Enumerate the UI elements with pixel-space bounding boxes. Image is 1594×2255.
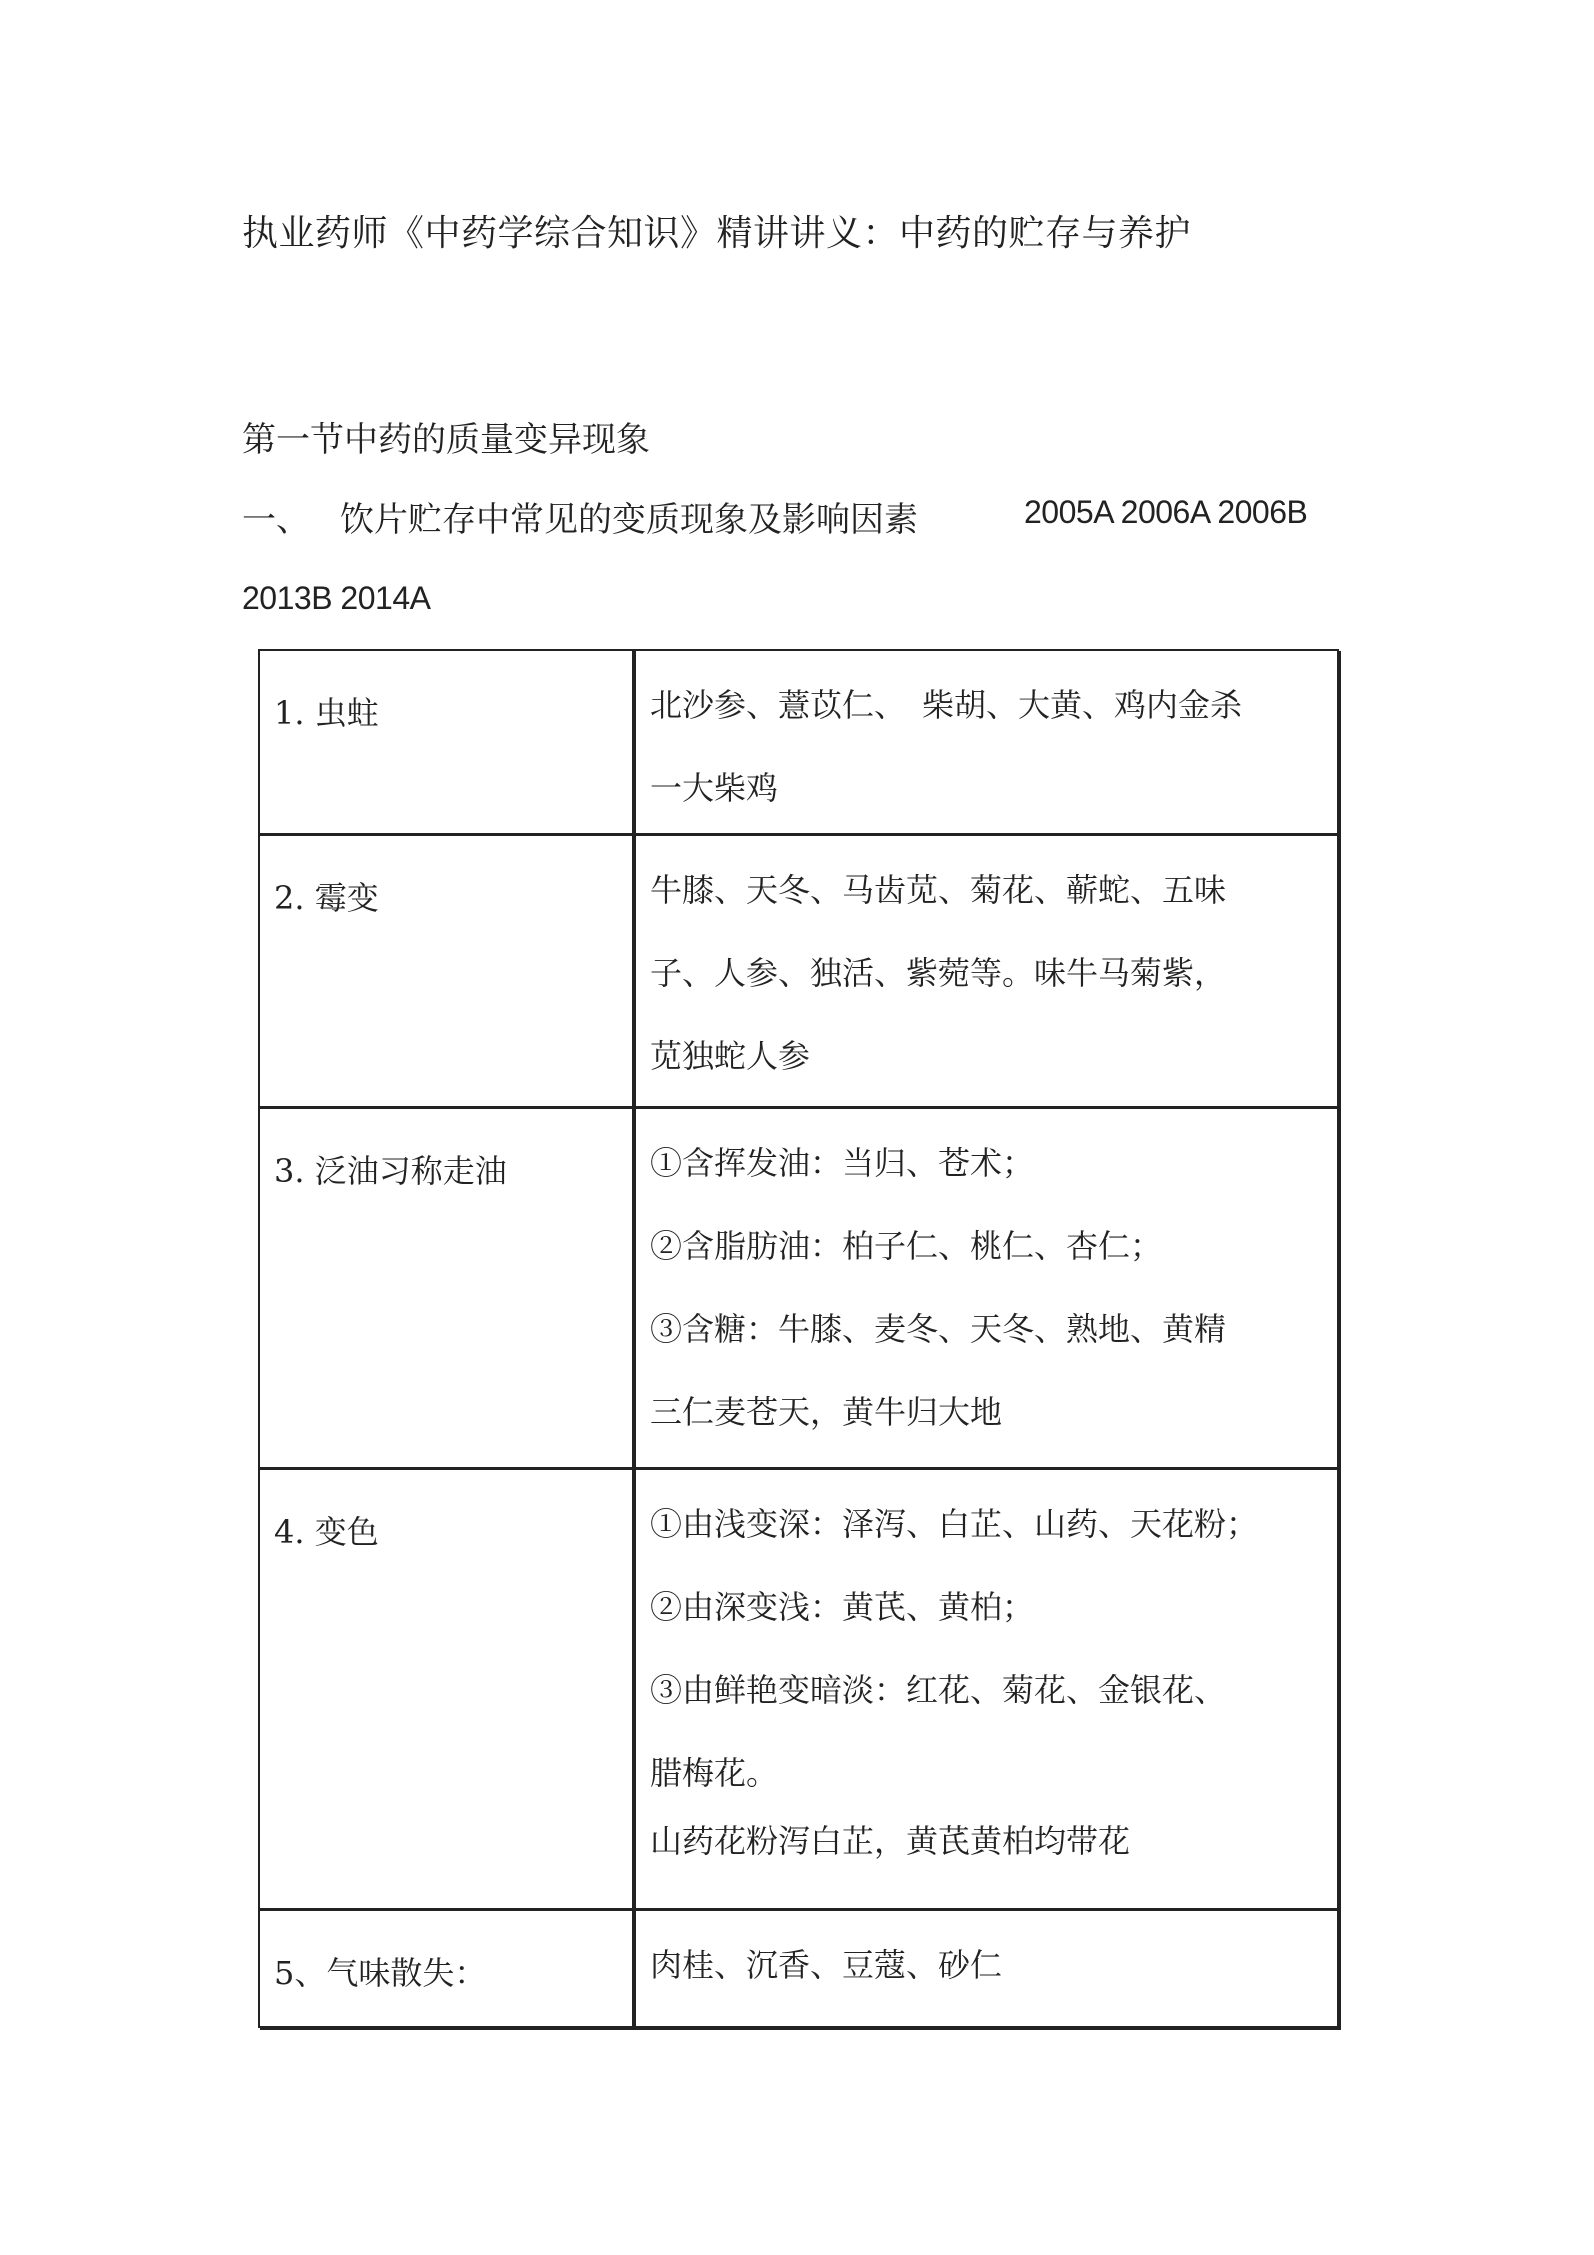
section-heading: 第一节中药的质量变异现象 [242, 420, 650, 460]
content-line: 苋独蛇人参 [650, 1037, 811, 1075]
table-row [260, 836, 1337, 1109]
table-row [260, 651, 1337, 836]
row-label: 2. 霉变 [274, 879, 379, 917]
row-label: 1. 虫蛀 [274, 694, 379, 732]
content-line: ①含挥发油：当归、苍术； [650, 1144, 1035, 1182]
content-line: ③含糖：牛膝、麦冬、天冬、熟地、黄精 [650, 1310, 1227, 1348]
row-content [650, 1137, 1320, 1469]
subheading [242, 492, 1308, 541]
content-line: ①由浅变深：泽泻、白芷、山药、天花粉； [650, 1505, 1259, 1543]
exam-years-line-2: 2013B 2014A [242, 580, 431, 616]
row-content [650, 864, 1320, 1113]
content-line: 一大柴鸡 [650, 769, 779, 807]
deterioration-table [258, 649, 1339, 2028]
content-line: 子、人参、独活、紫菀等。味牛马菊紫， [650, 954, 1227, 992]
content-line: ③由鲜艳变暗淡：红花、菊花、金银花、 [650, 1671, 1227, 1709]
row-content [650, 679, 1320, 845]
row-label: 4. 变色 [274, 1513, 379, 1551]
exam-years-line-1: 2005A 2006A 2006B [1024, 494, 1308, 530]
table-row [260, 1470, 1337, 1911]
content-line: 肉桂、沉香、豆蔻、砂仁 [650, 1946, 1003, 1984]
content-line: 牛膝、天冬、马齿苋、菊花、蕲蛇、五味 [650, 871, 1227, 909]
content-line: ②由深变浅：黄芪、黄柏； [650, 1588, 1035, 1626]
content-line: 三仁麦苍天，黄牛归大地 [650, 1393, 1003, 1431]
content-line: 山药花粉泻白芷，黄芪黄柏均带花 [650, 1822, 1131, 1860]
document-title: 执业药师《中药学综合知识》精讲讲义：中药的贮存与养护 [242, 213, 1192, 254]
row-content [650, 1939, 1320, 2022]
content-line: 北沙参、薏苡仁、 柴胡、大黄、鸡内金杀 [650, 686, 1243, 724]
row-label: 3. 泛油习称走油 [274, 1152, 507, 1190]
table-row [260, 1911, 1337, 2030]
content-line: ②含脂肪油：柏子仁、桃仁、杏仁； [650, 1227, 1163, 1265]
content-line: 腊梅花。 [650, 1754, 779, 1792]
subheading-number: 一、 [242, 500, 310, 540]
table-row [260, 1109, 1337, 1470]
subheading-text: 饮片贮存中常见的变质现象及影响因素 [340, 500, 918, 540]
row-content [650, 1498, 1320, 1898]
row-label: 5、气味散失： [274, 1954, 487, 1992]
